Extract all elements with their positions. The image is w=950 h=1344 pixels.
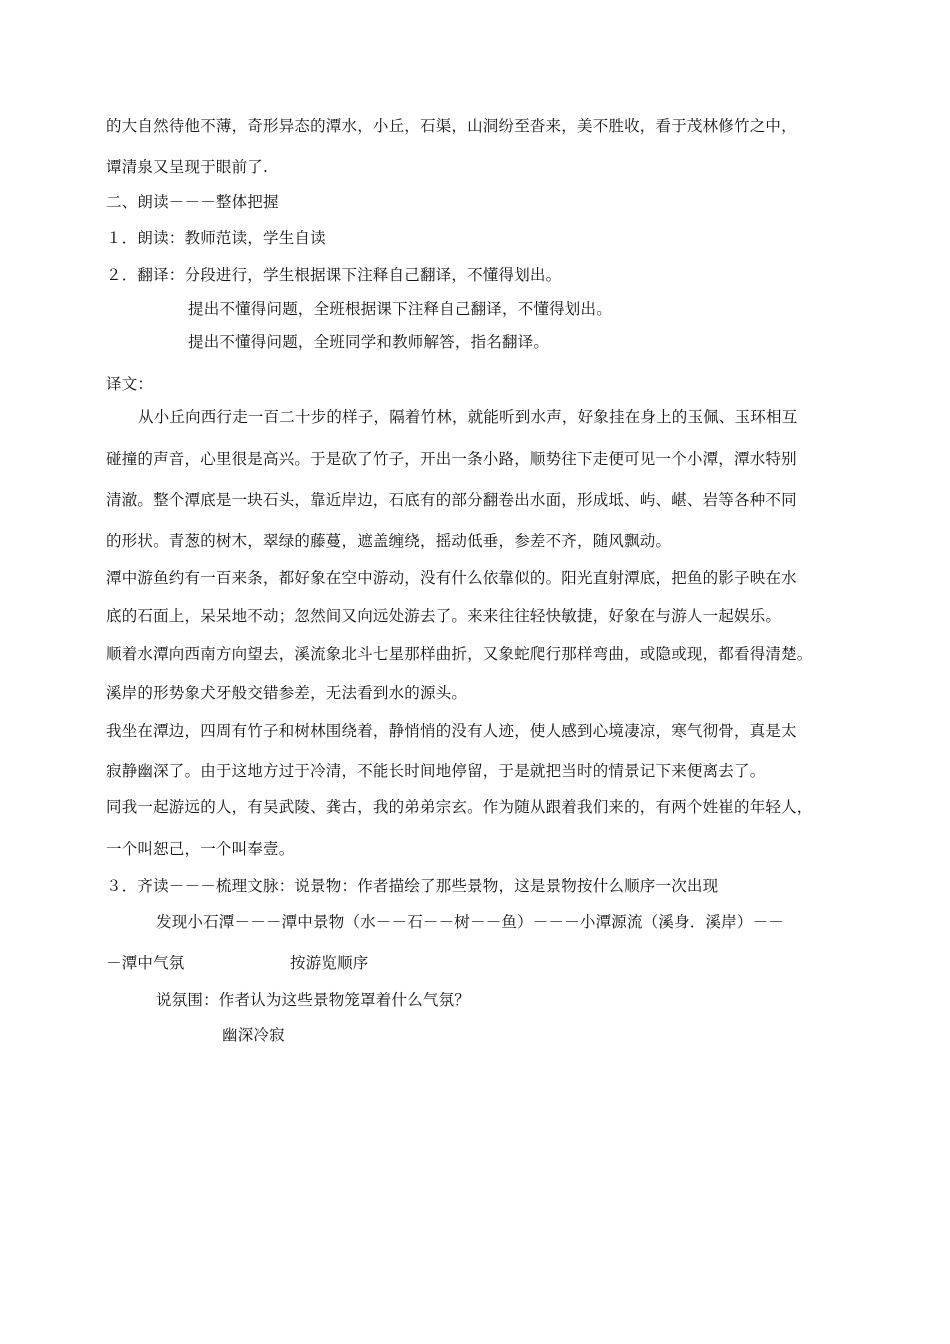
- text-line: －潭中气氛: [106, 954, 185, 972]
- list-item: ２．翻译：分段进行，学生根据课下注释自己翻译，不懂得划出。: [106, 266, 562, 284]
- list-item: １．朗读：教师范读，学生自读: [106, 229, 326, 247]
- text-line: 同我一起游远的人，有吴武陵、龚古，我的弟弟宗玄。作为随从跟着我们来的，有两个姓崔的年轻人，: [106, 798, 813, 816]
- text-line: 我坐在潭边，四周有竹子和树林围绕着，静悄悄的没有人迹，使人感到心境凄凉，寒气彻骨，真是太: [106, 722, 797, 740]
- text-line: 寂静幽深了。由于这地方过于冷清，不能长时间地停留，于是就把当时的情景记下来便离去了。: [106, 762, 766, 780]
- text-line: 清澈。整个潭底是一块石头，靠近岸边，石底有的部分翻卷出水面，形成坻、屿、嵁、岩等各种不同: [106, 491, 797, 509]
- text-line: 提出不懂得问题，全班同学和教师解答，指名翻译。: [188, 333, 550, 351]
- text-line: 溪岸的形势象犬牙般交错参差，无法看到水的源头。: [106, 684, 468, 702]
- list-item: ３．齐读－－－梳理文脉：说景物：作者描绘了那些景物，这是景物按什么顺序一次出现: [106, 877, 719, 895]
- text-line: 发现小石潭－－－潭中景物（水－－石－－树－－鱼）－－－小潭源流（溪身．溪岸）－－: [156, 913, 785, 931]
- text-line: 潭中游鱼约有一百来条，都好象在空中游动，没有什么依靠似的。阳光直射潭底，把鱼的影子映在水: [106, 569, 797, 587]
- section-heading: 二、朗读－－－整体把握: [106, 193, 279, 211]
- text-line: 一个叫恕己，一个叫奉壹。: [106, 840, 295, 858]
- text-line: 碰撞的声音，心里很是高兴。于是砍了竹子，开出一条小路，顺势往下走便可见一个小潭，潭水特别: [106, 450, 797, 468]
- text-line: 的形状。青葱的树木，翠绿的藤蔓，遮盖缠绕，摇动低垂，参差不齐，随风飘动。: [106, 532, 672, 550]
- text-line: 顺着水潭向西南方向望去，溪流象北斗七星那样曲折，又象蛇爬行那样弯曲，或隐或现，都看得清楚。: [106, 645, 813, 663]
- text-line: 按游览顺序: [290, 954, 369, 972]
- section-label: 译文：: [106, 375, 154, 393]
- text-line: 的大自然待他不薄，奇形异态的潭水，小丘，石渠，山洞纷至沓来，美不胜收，看于茂林修竹之中，: [106, 117, 797, 135]
- text-line: 谭清泉又呈现于眼前了.: [106, 158, 269, 176]
- text-line: 从小丘向西行走一百二十步的样子，隔着竹林，就能听到水声，好象挂在身上的玉佩、玉环相互: [138, 408, 798, 426]
- text-line: 幽深冷寂: [222, 1026, 285, 1044]
- text-line: 说氛围：作者认为这些景物笼罩着什么气氛？: [156, 991, 471, 1009]
- text-line: 底的石面上，呆呆地不动；忽然间又向远处游去了。来来往往轻快敏捷，好象在与游人一起娱乐。: [106, 607, 782, 625]
- text-line: 提出不懂得问题，全班根据课下注释自己翻译，不懂得划出。: [188, 300, 612, 318]
